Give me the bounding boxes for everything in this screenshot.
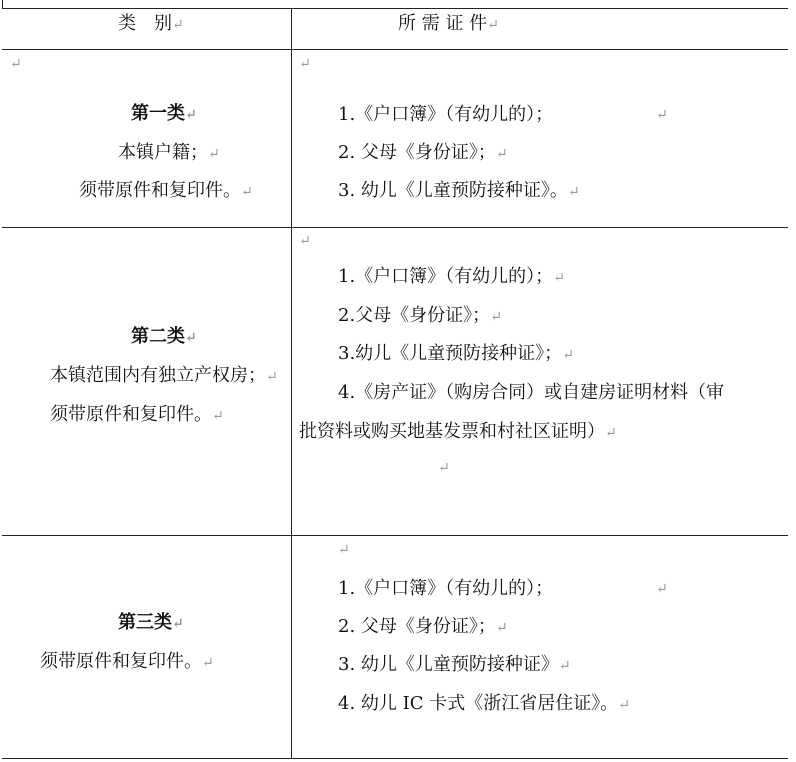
paragraph-mark-icon: ↵ xyxy=(338,542,350,558)
paragraph-mark-icon: ↵ xyxy=(208,146,220,162)
paragraph-mark-icon: ↵ xyxy=(299,233,311,249)
table-divider xyxy=(2,535,788,536)
category-title: 第二类↵ xyxy=(131,326,197,347)
document-item: 1.《户口簿》（有幼儿的）； xyxy=(338,104,554,125)
document-item: 4. 幼儿 IC 卡式《浙江省居住证》。↵ xyxy=(338,693,630,714)
paragraph-mark-icon: ↵ xyxy=(487,17,499,33)
paragraph-mark-icon: ↵ xyxy=(185,330,197,346)
category-title: 第一类↵ xyxy=(131,103,197,124)
paragraph-mark-icon: ↵ xyxy=(266,369,278,385)
header-documents: 所 需 证 件↵ xyxy=(398,13,499,34)
paragraph-mark-icon: ↵ xyxy=(202,655,214,671)
document-item: 2. 父母《身份证》；↵ xyxy=(338,616,508,637)
paragraph-mark-icon: ↵ xyxy=(438,460,450,476)
table-border-top xyxy=(2,8,788,9)
paragraph-mark-icon: ↵ xyxy=(553,270,565,286)
paragraph-mark-icon: ↵ xyxy=(299,56,311,72)
document-item: 3. 幼儿《儿童预防接种证》↵ xyxy=(338,654,571,675)
paragraph-mark-icon: ↵ xyxy=(495,620,508,636)
document-item: 批资料或购买地基发票和村社区证明）↵ xyxy=(299,421,617,442)
category-line: 须带原件和复印件。↵ xyxy=(50,404,224,425)
document-item: 3. 幼儿《儿童预防接种证》。↵ xyxy=(338,180,580,201)
paragraph-mark-icon: ↵ xyxy=(656,107,668,123)
paragraph-mark-icon: ↵ xyxy=(490,309,502,325)
document-item: 3.幼儿《儿童预防接种证》；↵ xyxy=(338,343,574,364)
document-item: 2.父母《身份证》；↵ xyxy=(338,305,502,326)
paragraph-mark-icon: ↵ xyxy=(185,107,197,123)
paragraph-mark-icon: ↵ xyxy=(618,697,630,713)
paragraph-mark-icon: ↵ xyxy=(241,184,253,200)
category-line: 本镇范围内有独立产权房；↵ xyxy=(50,365,278,386)
table-divider xyxy=(291,8,292,758)
table-border-bottom xyxy=(2,758,788,759)
paragraph-mark-icon: ↵ xyxy=(605,425,617,441)
paragraph-mark-icon: ↵ xyxy=(172,17,184,33)
paragraph-mark-icon: ↵ xyxy=(495,146,508,162)
table-divider xyxy=(2,227,788,228)
document-item: 2. 父母《身份证》；↵ xyxy=(338,142,508,163)
paragraph-mark-icon: ↵ xyxy=(656,581,668,597)
document-item: 1.《户口簿》（有幼儿的）； xyxy=(338,578,554,599)
category-line: 须带原件和复印件。↵ xyxy=(40,651,214,672)
category-line: 须带原件和复印件。↵ xyxy=(79,180,253,201)
paragraph-mark-icon: ↵ xyxy=(10,56,22,72)
paragraph-mark-icon: ↵ xyxy=(172,616,184,632)
category-line: 本镇户籍；↵ xyxy=(118,142,220,163)
table-divider xyxy=(2,0,3,8)
document-item: 4.《房产证》（购房合同）或自建房证明材料（审 xyxy=(338,382,725,403)
category-title: 第三类↵ xyxy=(118,612,184,633)
paragraph-mark-icon: ↵ xyxy=(567,184,580,200)
table-divider xyxy=(2,49,788,50)
document-item: 1.《户口簿》（有幼儿的）；↵ xyxy=(338,266,565,287)
paragraph-mark-icon: ↵ xyxy=(558,658,571,674)
paragraph-mark-icon: ↵ xyxy=(212,408,224,424)
paragraph-mark-icon: ↵ xyxy=(562,347,574,363)
header-category: 类 别↵ xyxy=(118,13,184,34)
